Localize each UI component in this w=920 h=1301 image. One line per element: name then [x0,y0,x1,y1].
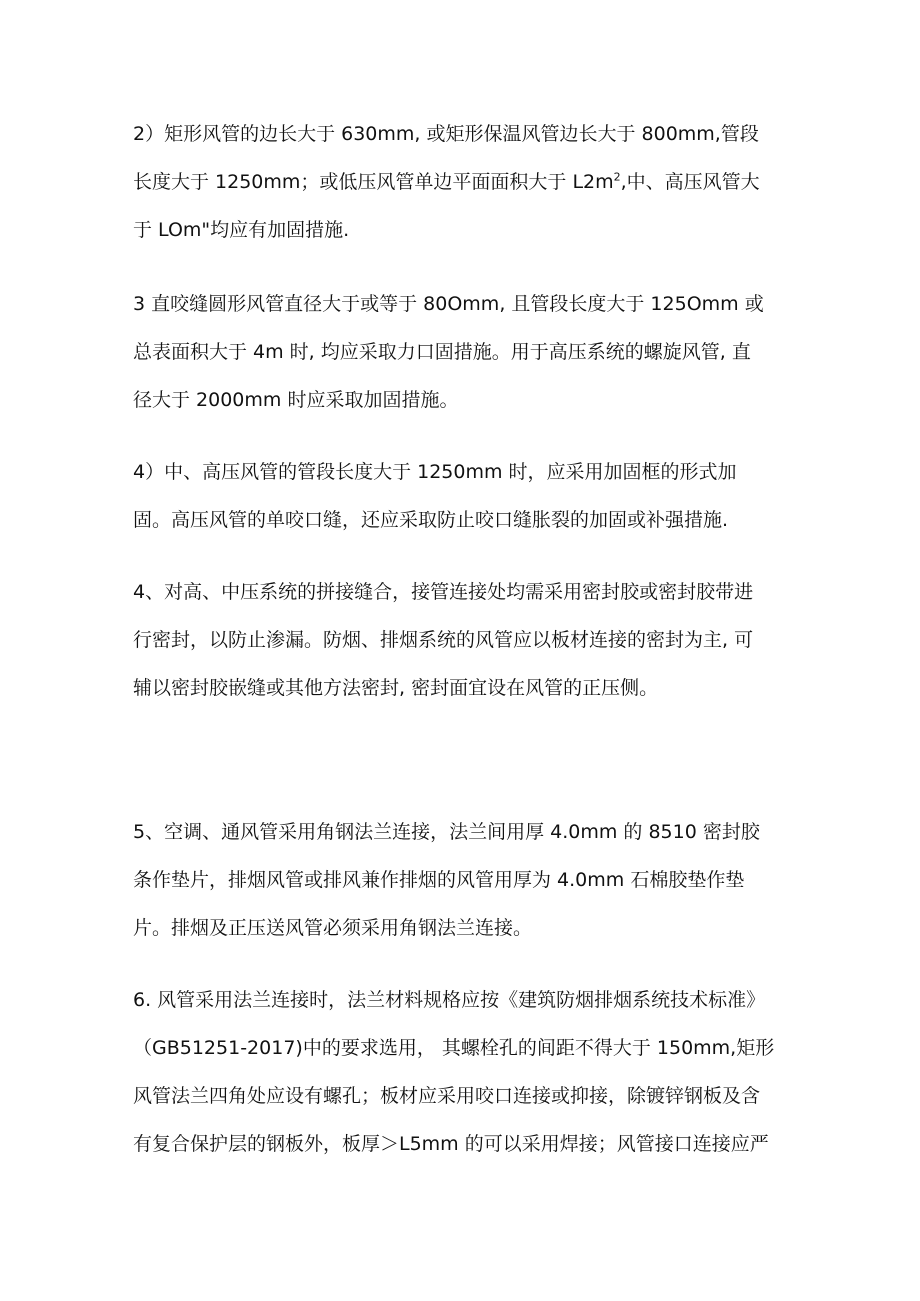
paragraph-seam-sealing [133,568,823,712]
text-line: 6. 风管采用法兰连接时，法兰材料规格应按《建筑防烟排烟系统技术标准》 [133,989,766,1011]
paragraph-round-duct-reinforcement [133,280,823,424]
text-line [133,158,823,206]
text-line: 条作垫片，排烟风管或排风兼作排烟的风管用厚为 4.0mm 石棉胶垫作垫 [133,869,745,891]
text-line: 风管法兰四角处应设有螺孔；板材应采用咬口连接或抑接，除镀锌钢板及含 [133,1085,761,1107]
text-line: 径大于 2000mm 时应采取加固措施。 [133,389,459,411]
superscript: 2 [613,170,621,184]
text-line: 于 LOm"均应有加固措施. [133,219,350,241]
text-line: （GB51251-2017)中的要求选用， 其螺栓孔的间距不得大于 150mm,矩形 [133,1037,775,1059]
text-line: 4）中、高压风管的管段长度大于 1250mm 时，应采用加固框的形式加 [133,461,737,483]
text-line: 总表面积大于 4m 时, 均应采取力口固措施。用于高压系统的螺旋风管, 直 [133,341,751,363]
paragraph-rectangular-duct-reinforcement [133,110,823,254]
text-line: 4、对高、中压系统的拼接缝合，接管连接处均需采用密封胶或密封胶带进 [133,581,754,603]
text-segment: 长度大于 1250mm；或低压风管单边平面面积大于 L2m [133,171,614,193]
text-line: 2）矩形风管的边长大于 630mm, 或矩形保温风管边长大于 800mm,管段 [133,123,759,145]
paragraph-high-pressure-duct-frame [133,448,823,544]
text-segment: ,中、高压风管大 [620,171,760,193]
text-line: 片。排烟及正压送风管必须采用角钢法兰连接。 [133,917,533,939]
text-line: 有复合保护层的钢板外，板厚＞L5mm 的可以采用焊接；风管接口连接应严 [133,1133,769,1155]
text-line: 辅以密封胶嵌缝或其他方法密封, 密封面宜设在风管的正压侧。 [133,677,659,699]
text-line: 行密封，以防止渗漏。防烟、排烟系统的风管应以板材连接的密封为主, 可 [133,629,754,651]
paragraph-angle-flange-gasket [133,808,823,952]
text-line: 5、空调、通风管采用角钢法兰连接，法兰间用厚 4.0mm 的 8510 密封胶 [133,821,760,843]
text-line: 固。高压风管的单咬口缝，还应采取防止咬口缝胀裂的加固或补强措施. [133,509,729,531]
text-line: 3 直咬缝圆形风管直径大于或等于 80Omm, 且管段长度大于 125Omm 或 [133,293,764,315]
paragraph-flange-connection-standard [133,976,823,1168]
